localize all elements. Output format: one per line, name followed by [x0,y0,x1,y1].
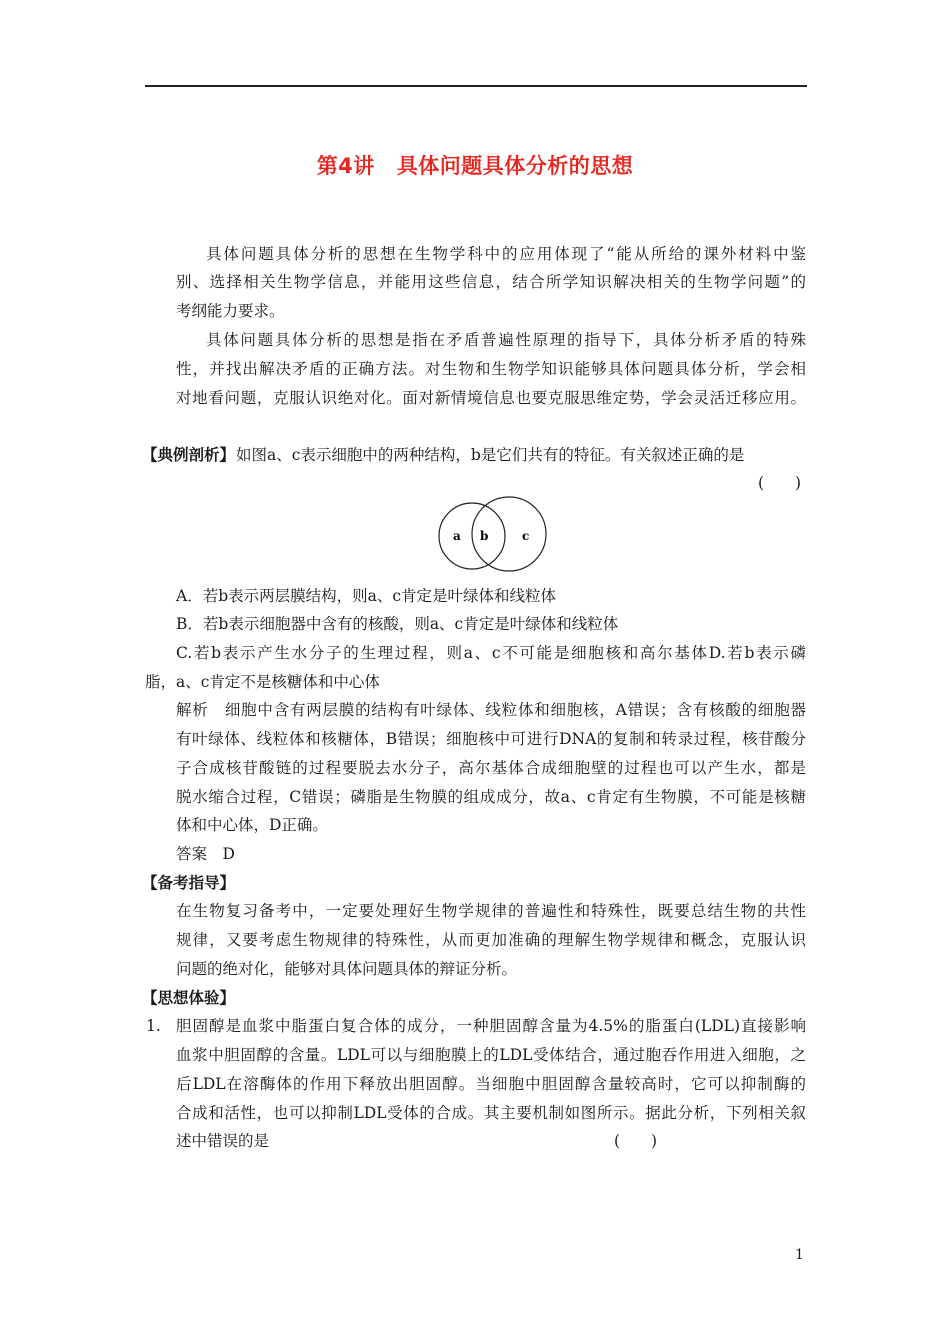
option-c-d: C.若b表示产生水分子的生理过程，则a、c不可能是细胞核和高尔基体D.若b表示磷 [176,644,806,662]
option-d-continued: 脂，a、c肯定不是核糖体和中心体 [145,673,380,691]
question-line: 合成和活性，也可以抑制LDL受体的合成。其主要机制如图所示。据此分析，下列相关叙 [176,1104,806,1122]
answer: 答案 D [176,845,235,863]
question-answer-bracket: ( ) [614,1132,658,1150]
experience-heading: 【思想体验】 [142,988,236,1007]
analysis-line: 解析 细胞中含有两层膜的结构有叶绿体、线粒体和细胞核，A错误；含有核酸的细胞器 [176,701,806,719]
venn-label-b: b [480,529,489,543]
guide-line: 在生物复习备考中，一定要处理好生物学规律的普遍性和特殊性，既要总结生物的共性 [176,902,806,920]
intro-line: 性，并找出解决矛盾的正确方法。对生物和生物学知识能够具体问题具体分析，学会相 [176,360,806,378]
question-line: 后LDL在溶酶体的作用下释放出胆固醇。当细胞中胆固醇含量较高时，它可以抑制酶的 [176,1075,806,1093]
analysis-line: 体和中心体，D正确。 [176,816,328,834]
question-line: 述中错误的是 [176,1132,270,1150]
venn-label-a: a [453,529,461,543]
example-question: 如图a、c表示细胞中的两种结构，b是它们共有的特征。有关叙述正确的是 [236,446,745,464]
page-number: 1 [795,1247,804,1263]
intro-line: 对地看问题，克服认识绝对化。面对新情境信息也要克服思维定势，学会灵活迁移应用。 [176,389,806,407]
example-answer-bracket: ( ) [758,474,802,492]
intro-line: 具体问题具体分析的思想在生物学科中的应用体现了“能从所给的课外材料中鉴 [206,245,806,263]
analysis-line: 脱水缩合过程，C错误；磷脂是生物膜的组成成分，故a、c肯定有生物膜，不可能是核糖 [176,788,806,806]
venn-label-c: c [522,529,530,543]
intro-line: 别、选择相关生物学信息，并能用这些信息，结合所学知识解决相关的生物学问题”的 [176,273,806,291]
guide-heading: 【备考指导】 [142,873,236,892]
intro-line: 考纲能力要求。 [176,302,285,320]
intro-line: 具体问题具体分析的思想是指在矛盾普遍性原理的指导下，具体分析矛盾的特殊 [206,331,806,349]
guide-line: 问题的绝对化，能够对具体问题具体的辩证分析。 [176,960,518,978]
example-heading: 【典例剖析】 [142,445,236,464]
guide-line: 规律，又要考虑生物规律的特殊性，从而更加准确的理解生物学规律和概念，克服认识 [176,931,806,949]
question-number: 1. [146,1017,161,1035]
venn-diagram [436,490,551,580]
analysis-line: 有叶绿体、线粒体和核糖体，B错误；细胞核中可进行DNA的复制和转录过程，核苷酸分 [176,730,806,748]
header-rule [145,85,807,87]
analysis-line: 子合成核苷酸链的过程要脱去水分子，高尔基体合成细胞壁的过程也可以产生水，都是 [176,759,806,777]
question-line: 胆固醇是血浆中脂蛋白复合体的成分，一种胆固醇含量为4.5%的脂蛋白(LDL)直接影响 [176,1017,806,1035]
question-line: 血浆中胆固醇的含量。LDL可以与细胞膜上的LDL受体结合，通过胞吞作用进入细胞，之 [176,1046,806,1064]
page-title [0,150,950,180]
title-topic: 具体问题具体分析的思想 [396,154,634,178]
option-b: B．若b表示细胞器中含有的核酸，则a、c肯定是叶绿体和线粒体 [176,615,619,633]
title-lecture-number: 第4讲 [316,154,375,178]
option-a: A．若b表示两层膜结构，则a、c肯定是叶绿体和线粒体 [176,587,557,605]
